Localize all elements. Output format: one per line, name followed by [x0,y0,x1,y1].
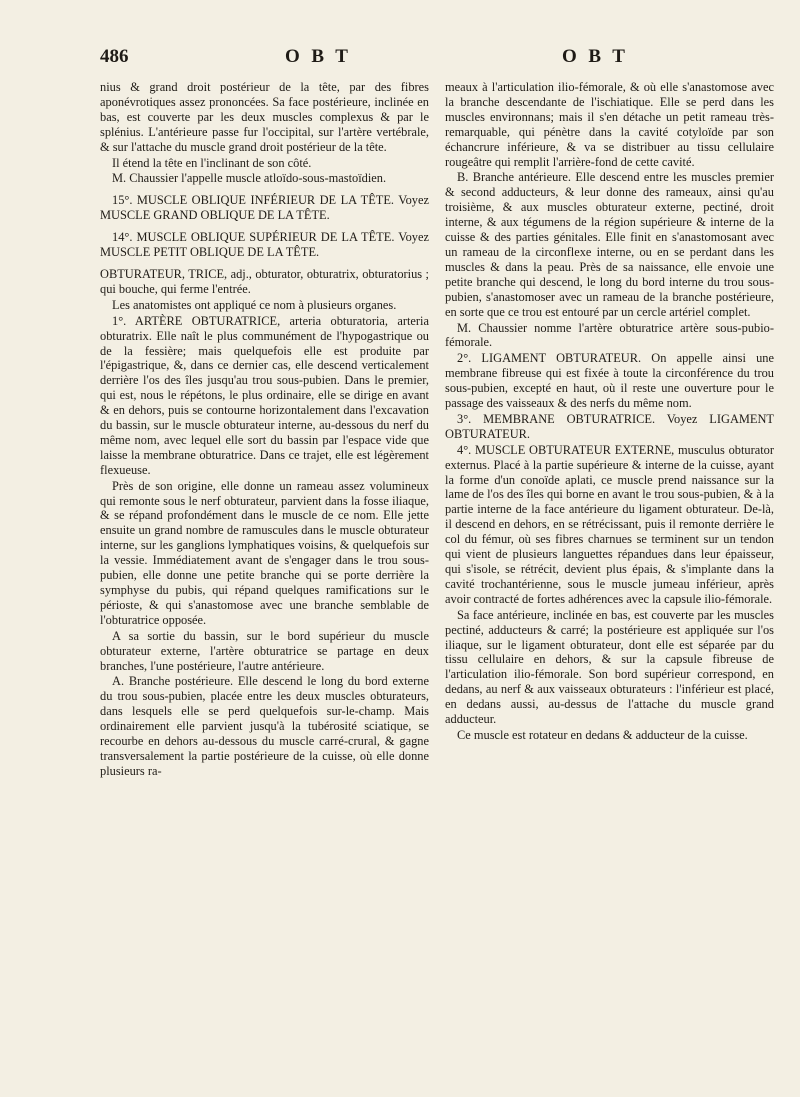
header-right-word: O B T [562,46,629,67]
subentry: 15°. MUSCLE OBLIQUE INFÉRIEUR DE LA TÊTE. Voyez MUSCLE GRAND OBLIQUE DE LA TÊTE. [100,193,429,223]
paragraph: Les anatomistes ont appliqué ce nom à plusieurs organes. [112,297,397,312]
subentry: 3°. MEMBRANE OBTURATRICE. Voyez LIGAMENT OBTURATEUR. [445,411,774,441]
subentry: 2°. LIGAMENT OBTURATEUR. On appelle ainsi une membrane fibreuse qui est fixée à toute la circonférence du trou sous-pubien, excepté en haut, où il reste une ouverture pour le passage des vaisseaux & des nerfs du même nom. [445,351,774,411]
page-number: 486 [100,46,129,67]
paragraph: meaux à l'articulation ilio-fémorale, & où elle s'anastomose avec la branche descendante de l'ischiatique. Elle se perd dans les muscles environnans; mais il s'en détache un petit rameau très-remarquable, qui pénètre dans la cavité cotyloïde par son échancrure inférieure, & va se distribuer au tissu cellulaire rougeâtre qui remplit l'arrière-fond de cette cavité. [445,80,774,169]
header-left-word: O B T [285,46,352,67]
paragraph: M. Chaussier l'appelle muscle atloïdo-sous-mastoïdien. [112,171,387,186]
paragraph: B. Branche antérieure. Elle descend entre les muscles premier & second adducteurs, & leur donne des rameaux, ainsi qu'au troisième, & aux muscles obturateur externe, pectiné, droit interne, & aux tégumens de la région supérieure & interne de la cuisse & des parties génitales. Elle finit en s'anastomosant avec un rameau de la circonflexe interne, ou en se perdant dans les muscles & dans la peau. Près de sa naissance, elle envoie une petite branche qui descend, le long du bord interne du trou sous-pubien, s'anastomoser avec un rameau de la branche postérieure, en sorte que ce trou est entouré par un cercle artériel complet. [445,170,774,319]
paragraph: Sa face antérieure, inclinée en bas, est couverte par les muscles pectiné, adducteurs & carré; la postérieure est appliquée sur l'os iliaque, sur le ligament obturateur, dont elle est séparée par du tissu cellulaire en dehors, & sur la capsule fibreuse de l'articulation ilio-fémorale. Son bord supérieur correspond, en dedans, au nerf & aux vaisseaux obturateurs : l'inférieur est placé, en dedans aussi, au-dessus de l'attache du muscle grand adducteur. [445,607,774,727]
subentry: 4°. MUSCLE OBTURATEUR EXTERNE, musculus obturator externus. Placé à la partie supérieure & interne de la cuisse, ayant la forme d'un conoïde aplati, ce muscle prend naissance sur la lame de l'os des îles qui borne en avant le trou sous-pubien, & à la partie interne de la face antérieure du ligament obturateur. De-là, il descend en dehors, en se rétrécissant, puis il remonte derrière le col du fémur, où ses fibres charnues se terminent sur un tendon qui vient de plusieurs languettes répandues dans leur épaisseur, qui s'isole, se rétrécit, devient plus épais, & s'implante dans la cavité trochantérienne, sous le muscle jumeau inférieur, après avoir contracté de fortes adhérences avec la capsule ilio-fémorale. [445,442,774,606]
subentry: 14°. MUSCLE OBLIQUE SUPÉRIEUR DE LA TÊTE. Voyez MUSCLE PETIT OBLIQUE DE LA TÊTE. [100,230,429,260]
left-column [100,80,429,780]
paragraph: Il étend la tête en l'inclinant de son côté. [112,155,312,170]
paragraph: M. Chaussier nomme l'artère obturatrice artère sous-pubio-fémorale. [445,320,774,350]
running-header [100,46,774,80]
paragraph: nius & grand droit postérieur de la tête, par des fibres aponévrotiques assez prononcées. Sa face postérieure, inclinée en bas, est couverte par les deux muscles complexus & par le splénius. L'antérieure passe fur l'occipital, sur l'artère vertébrale, & sur l'attache du muscle grand droit postérieur de la tête. [100,80,429,154]
entry-obturateur: OBTURATEUR, TRICE, adj., obturator, obturatrix, obturatorius ; qui bouche, qui ferme l'entrée. [100,266,429,296]
paragraph: A. Branche postérieure. Elle descend le long du bord externe du trou sous-pubien, placée entre les deux muscles obturateurs, dans lesquels elle se perd quelquefois sur-le-champ. Mais ordinairement elle parvient jusqu'à la tubérosité sciatique, se recourbe en dehors au-dessous du muscle carré-crural, & gagne transversalement la partie postérieure de la cuisse, où elle donne plusieurs ra- [100,674,429,778]
paragraph: Ce muscle est rotateur en dedans & adducteur de la cuisse. [457,727,748,742]
paragraph: Près de son origine, elle donne un rameau assez volumineux qui remonte sous le nerf obturateur, parvient dans la fosse iliaque, & se répand profondément dans le muscle de ce nom. Elle jette ensuite un grand nombre de ramuscules dans le muscle obturateur interne, sur les ganglions lymphatiques voisins, & quelquefois sur la vessie. Immédiatement avant de s'engager dans le trou sous-pubien, elle donne une petite branche qui se porte derrière la symphyse du pubis, qui répand quelques ramifications sur le périoste, & qui s'anastomose avec une branche semblable de l'obturatrice opposée. [100,478,429,627]
right-column [445,80,774,780]
subentry: 1°. ARTÈRE OBTURATRICE, arteria obturatoria, arteria obturatrix. Elle naît le plus communément de l'hypogastrique ou de la fessière; mais quelquefois elle est produite par l'épigastrique, &, dans ce dernier cas, elle descend verticalement derrière l'os des îles jusqu'au trou sous-pubien. Dans le premier, qui est, nous le répétons, le plus ordinaire, elle se dirige en avant & en dehors, puis se contourne horizontalement dans l'excavation du bassin, sur le muscle obturateur interne, au-dessous du nerf du même nom, avec lequel elle sort du bassin par l'espace vide que laisse la membrane obturatrice. Dans ce trajet, elle est légèrement flexueuse. [100,313,429,477]
paragraph: A sa sortie du bassin, sur le bord supérieur du muscle obturateur externe, l'artère obturatrice se partage en deux branches, l'une postérieure, l'autre antérieure. [100,628,429,673]
